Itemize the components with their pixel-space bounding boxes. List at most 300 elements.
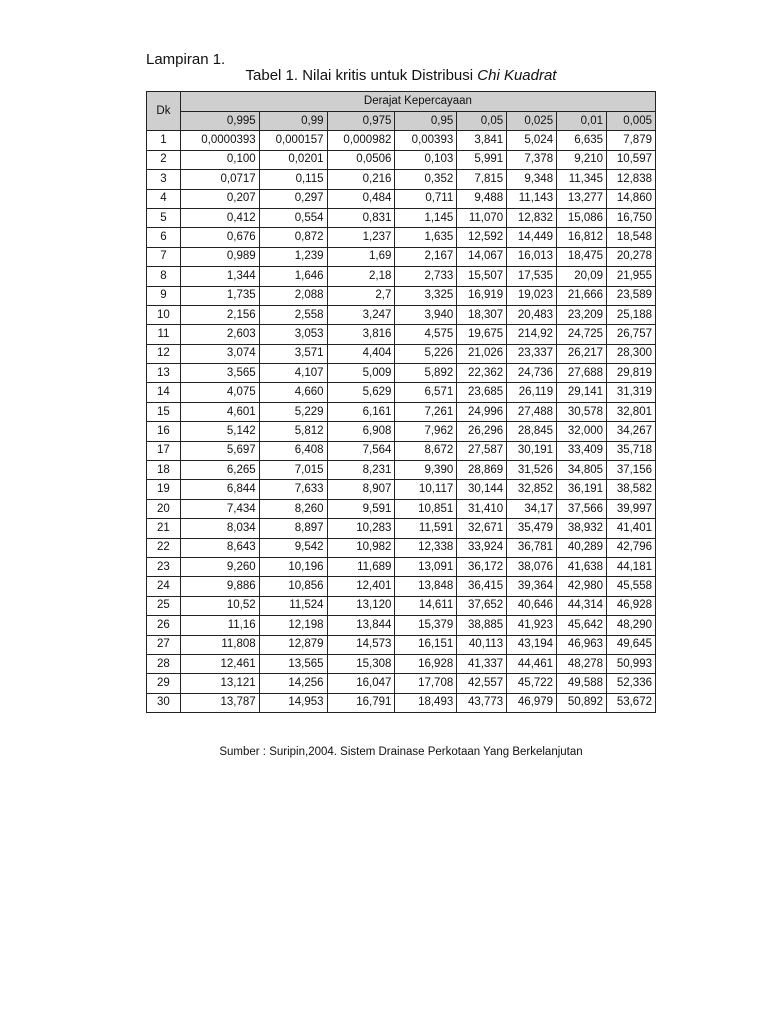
value-cell: 7,015 [259, 461, 327, 480]
value-cell: 50,993 [607, 654, 656, 673]
table-row [147, 286, 656, 305]
value-cell: 0,352 [395, 170, 457, 189]
table-row [147, 693, 656, 712]
value-cell: 1,646 [259, 267, 327, 286]
value-cell: 11,345 [557, 170, 607, 189]
table-row [147, 441, 656, 460]
value-cell: 14,067 [457, 247, 507, 266]
value-cell: 50,892 [557, 693, 607, 712]
value-cell: 27,688 [557, 364, 607, 383]
value-cell: 23,337 [507, 344, 557, 363]
value-cell: 16,047 [327, 674, 395, 693]
value-cell: 12,401 [327, 577, 395, 596]
dk-cell: 7 [147, 247, 181, 266]
value-cell: 7,815 [457, 170, 507, 189]
value-cell: 37,156 [607, 461, 656, 480]
value-cell: 20,483 [507, 305, 557, 324]
value-cell: 2,167 [395, 247, 457, 266]
value-cell: 0,0000393 [180, 131, 259, 150]
source-note: Sumber : Suripin,2004. Sistem Drainase Perkotaan Yang Berkelanjutan [219, 746, 583, 758]
value-cell: 9,591 [327, 499, 395, 518]
value-cell: 8,231 [327, 461, 395, 480]
value-cell: 2,156 [180, 305, 259, 324]
value-cell: 8,643 [180, 538, 259, 557]
value-cell: 10,196 [259, 557, 327, 576]
value-cell: 42,557 [457, 674, 507, 693]
value-cell: 11,16 [180, 616, 259, 635]
value-cell: 3,565 [180, 364, 259, 383]
table-row [147, 228, 656, 247]
value-cell: 4,575 [395, 325, 457, 344]
dk-cell: 25 [147, 596, 181, 615]
value-cell: 13,120 [327, 596, 395, 615]
value-cell: 0,872 [259, 228, 327, 247]
value-cell: 49,588 [557, 674, 607, 693]
value-cell: 24,725 [557, 325, 607, 344]
value-cell: 43,194 [507, 635, 557, 654]
value-cell: 13,848 [395, 577, 457, 596]
dk-cell: 9 [147, 286, 181, 305]
value-cell: 2,18 [327, 267, 395, 286]
value-cell: 2,733 [395, 267, 457, 286]
value-cell: 0,000982 [327, 131, 395, 150]
table-row [147, 383, 656, 402]
value-cell: 38,076 [507, 557, 557, 576]
value-cell: 14,611 [395, 596, 457, 615]
table-title [146, 67, 656, 84]
value-cell: 21,026 [457, 344, 507, 363]
value-cell: 14,256 [259, 674, 327, 693]
value-cell: 28,300 [607, 344, 656, 363]
value-cell: 16,750 [607, 208, 656, 227]
value-cell: 6,844 [180, 480, 259, 499]
dk-cell: 16 [147, 422, 181, 441]
dk-cell: 4 [147, 189, 181, 208]
value-cell: 36,415 [457, 577, 507, 596]
value-cell: 16,013 [507, 247, 557, 266]
value-cell: 0,831 [327, 208, 395, 227]
dk-cell: 22 [147, 538, 181, 557]
value-cell: 2,088 [259, 286, 327, 305]
value-cell: 11,143 [507, 189, 557, 208]
dk-header: Dk [147, 92, 181, 131]
value-cell: 0,103 [395, 150, 457, 169]
value-cell: 23,209 [557, 305, 607, 324]
column-header: 0,99 [259, 112, 327, 131]
value-cell: 13,787 [180, 693, 259, 712]
dk-cell: 28 [147, 654, 181, 673]
value-cell: 45,642 [557, 616, 607, 635]
value-cell: 8,897 [259, 519, 327, 538]
value-cell: 5,226 [395, 344, 457, 363]
column-header: 0,995 [180, 112, 259, 131]
value-cell: 40,646 [507, 596, 557, 615]
value-cell: 26,217 [557, 344, 607, 363]
value-cell: 44,181 [607, 557, 656, 576]
value-cell: 1,344 [180, 267, 259, 286]
value-cell: 11,808 [180, 635, 259, 654]
value-cell: 11,070 [457, 208, 507, 227]
value-cell: 32,671 [457, 519, 507, 538]
value-cell: 37,652 [457, 596, 507, 615]
dk-cell: 8 [147, 267, 181, 286]
value-cell: 0,412 [180, 208, 259, 227]
table-title-italic: Chi Kuadrat [477, 67, 557, 84]
table-row [147, 480, 656, 499]
table-row [147, 247, 656, 266]
value-cell: 0,989 [180, 247, 259, 266]
value-cell: 4,075 [180, 383, 259, 402]
value-cell: 10,856 [259, 577, 327, 596]
dk-cell: 17 [147, 441, 181, 460]
value-cell: 21,666 [557, 286, 607, 305]
dk-cell: 26 [147, 616, 181, 635]
value-cell: 13,277 [557, 189, 607, 208]
value-cell: 0,0717 [180, 170, 259, 189]
value-cell: 3,247 [327, 305, 395, 324]
value-cell: 46,979 [507, 693, 557, 712]
table-row [147, 150, 656, 169]
table-row [147, 577, 656, 596]
column-header-row [147, 112, 656, 131]
value-cell: 40,289 [557, 538, 607, 557]
value-cell: 3,074 [180, 344, 259, 363]
value-cell: 14,953 [259, 693, 327, 712]
table-row [147, 422, 656, 441]
value-cell: 23,589 [607, 286, 656, 305]
value-cell: 8,260 [259, 499, 327, 518]
value-cell: 8,907 [327, 480, 395, 499]
value-cell: 9,210 [557, 150, 607, 169]
value-cell: 4,601 [180, 402, 259, 421]
table-body [147, 131, 656, 713]
value-cell: 5,697 [180, 441, 259, 460]
value-cell: 42,980 [557, 577, 607, 596]
value-cell: 3,841 [457, 131, 507, 150]
value-cell: 53,672 [607, 693, 656, 712]
value-cell: 45,558 [607, 577, 656, 596]
value-cell: 5,812 [259, 422, 327, 441]
value-cell: 7,564 [327, 441, 395, 460]
value-cell: 26,757 [607, 325, 656, 344]
table-row [147, 189, 656, 208]
value-cell: 8,672 [395, 441, 457, 460]
value-cell: 6,571 [395, 383, 457, 402]
value-cell: 0,554 [259, 208, 327, 227]
value-cell: 0,0506 [327, 150, 395, 169]
dk-cell: 11 [147, 325, 181, 344]
value-cell: 46,928 [607, 596, 656, 615]
value-cell: 28,869 [457, 461, 507, 480]
value-cell: 2,603 [180, 325, 259, 344]
dk-cell: 12 [147, 344, 181, 363]
value-cell: 6,161 [327, 402, 395, 421]
table-row [147, 208, 656, 227]
value-cell: 25,188 [607, 305, 656, 324]
column-header: 0,01 [557, 112, 607, 131]
value-cell: 32,801 [607, 402, 656, 421]
value-cell: 48,290 [607, 616, 656, 635]
value-cell: 37,566 [557, 499, 607, 518]
dk-cell: 30 [147, 693, 181, 712]
value-cell: 10,283 [327, 519, 395, 538]
table-row [147, 674, 656, 693]
column-header: 0,95 [395, 112, 457, 131]
value-cell: 11,591 [395, 519, 457, 538]
table-row [147, 538, 656, 557]
dk-cell: 5 [147, 208, 181, 227]
dk-cell: 13 [147, 364, 181, 383]
value-cell: 45,722 [507, 674, 557, 693]
value-cell: 1,145 [395, 208, 457, 227]
value-cell: 31,526 [507, 461, 557, 480]
group-header-row [147, 92, 656, 112]
value-cell: 8,034 [180, 519, 259, 538]
dk-cell: 3 [147, 170, 181, 189]
value-cell: 28,845 [507, 422, 557, 441]
value-cell: 14,860 [607, 189, 656, 208]
dk-cell: 10 [147, 305, 181, 324]
value-cell: 5,991 [457, 150, 507, 169]
value-cell: 9,348 [507, 170, 557, 189]
dk-cell: 21 [147, 519, 181, 538]
value-cell: 44,461 [507, 654, 557, 673]
value-cell: 41,923 [507, 616, 557, 635]
value-cell: 4,107 [259, 364, 327, 383]
value-cell: 2,7 [327, 286, 395, 305]
table-row [147, 325, 656, 344]
value-cell: 10,117 [395, 480, 457, 499]
value-cell: 12,838 [607, 170, 656, 189]
table-row [147, 596, 656, 615]
value-cell: 12,461 [180, 654, 259, 673]
value-cell: 39,997 [607, 499, 656, 518]
value-cell: 41,401 [607, 519, 656, 538]
value-cell: 5,629 [327, 383, 395, 402]
value-cell: 11,689 [327, 557, 395, 576]
dk-cell: 18 [147, 461, 181, 480]
value-cell: 3,325 [395, 286, 457, 305]
dk-cell: 24 [147, 577, 181, 596]
table-row [147, 131, 656, 150]
value-cell: 16,151 [395, 635, 457, 654]
table-row [147, 519, 656, 538]
value-cell: 5,892 [395, 364, 457, 383]
value-cell: 7,633 [259, 480, 327, 499]
value-cell: 16,919 [457, 286, 507, 305]
value-cell: 26,119 [507, 383, 557, 402]
dk-cell: 6 [147, 228, 181, 247]
value-cell: 41,337 [457, 654, 507, 673]
value-cell: 18,493 [395, 693, 457, 712]
value-cell: 5,229 [259, 402, 327, 421]
dk-cell: 14 [147, 383, 181, 402]
appendix-label: Lampiran 1. [146, 51, 226, 68]
value-cell: 38,932 [557, 519, 607, 538]
value-cell: 0,676 [180, 228, 259, 247]
value-cell: 0,484 [327, 189, 395, 208]
value-cell: 40,113 [457, 635, 507, 654]
value-cell: 7,378 [507, 150, 557, 169]
value-cell: 6,265 [180, 461, 259, 480]
value-cell: 10,597 [607, 150, 656, 169]
value-cell: 44,314 [557, 596, 607, 615]
value-cell: 4,660 [259, 383, 327, 402]
value-cell: 19,023 [507, 286, 557, 305]
value-cell: 18,548 [607, 228, 656, 247]
dk-cell: 1 [147, 131, 181, 150]
table-row [147, 635, 656, 654]
value-cell: 35,718 [607, 441, 656, 460]
value-cell: 43,773 [457, 693, 507, 712]
column-header: 0,975 [327, 112, 395, 131]
value-cell: 20,278 [607, 247, 656, 266]
value-cell: 5,024 [507, 131, 557, 150]
value-cell: 13,844 [327, 616, 395, 635]
value-cell: 31,319 [607, 383, 656, 402]
value-cell: 7,879 [607, 131, 656, 150]
column-header: 0,005 [607, 112, 656, 131]
value-cell: 1,69 [327, 247, 395, 266]
value-cell: 12,832 [507, 208, 557, 227]
value-cell: 14,573 [327, 635, 395, 654]
value-cell: 29,819 [607, 364, 656, 383]
table-row [147, 557, 656, 576]
value-cell: 36,172 [457, 557, 507, 576]
value-cell: 9,542 [259, 538, 327, 557]
value-cell: 32,000 [557, 422, 607, 441]
value-cell: 39,364 [507, 577, 557, 596]
value-cell: 5,009 [327, 364, 395, 383]
value-cell: 18,475 [557, 247, 607, 266]
value-cell: 18,307 [457, 305, 507, 324]
value-cell: 30,578 [557, 402, 607, 421]
value-cell: 29,141 [557, 383, 607, 402]
value-cell: 23,685 [457, 383, 507, 402]
value-cell: 30,191 [507, 441, 557, 460]
value-cell: 1,735 [180, 286, 259, 305]
value-cell: 0,115 [259, 170, 327, 189]
value-cell: 17,708 [395, 674, 457, 693]
value-cell: 3,571 [259, 344, 327, 363]
value-cell: 31,410 [457, 499, 507, 518]
value-cell: 41,638 [557, 557, 607, 576]
value-cell: 16,791 [327, 693, 395, 712]
value-cell: 14,449 [507, 228, 557, 247]
value-cell: 16,812 [557, 228, 607, 247]
value-cell: 15,507 [457, 267, 507, 286]
value-cell: 214,92 [507, 325, 557, 344]
value-cell: 0,711 [395, 189, 457, 208]
table-row [147, 499, 656, 518]
value-cell: 24,996 [457, 402, 507, 421]
value-cell: 10,851 [395, 499, 457, 518]
value-cell: 9,886 [180, 577, 259, 596]
value-cell: 11,524 [259, 596, 327, 615]
dk-cell: 19 [147, 480, 181, 499]
value-cell: 6,908 [327, 422, 395, 441]
confidence-group-header: Derajat Kepercayaan [180, 92, 655, 112]
value-cell: 3,816 [327, 325, 395, 344]
value-cell: 42,796 [607, 538, 656, 557]
value-cell: 13,091 [395, 557, 457, 576]
value-cell: 24,736 [507, 364, 557, 383]
value-cell: 12,879 [259, 635, 327, 654]
value-cell: 0,0201 [259, 150, 327, 169]
value-cell: 7,261 [395, 402, 457, 421]
value-cell: 3,053 [259, 325, 327, 344]
value-cell: 0,000157 [259, 131, 327, 150]
table-row [147, 170, 656, 189]
table-row [147, 402, 656, 421]
column-header: 0,05 [457, 112, 507, 131]
value-cell: 0,00393 [395, 131, 457, 150]
value-cell: 26,296 [457, 422, 507, 441]
value-cell: 3,940 [395, 305, 457, 324]
value-cell: 10,52 [180, 596, 259, 615]
value-cell: 13,121 [180, 674, 259, 693]
value-cell: 17,535 [507, 267, 557, 286]
value-cell: 5,142 [180, 422, 259, 441]
table-header [147, 92, 656, 131]
value-cell: 27,587 [457, 441, 507, 460]
value-cell: 34,267 [607, 422, 656, 441]
value-cell: 33,409 [557, 441, 607, 460]
table-row [147, 616, 656, 635]
table-row [147, 461, 656, 480]
value-cell: 35,479 [507, 519, 557, 538]
value-cell: 9,488 [457, 189, 507, 208]
value-cell: 15,086 [557, 208, 607, 227]
table-row [147, 364, 656, 383]
value-cell: 19,675 [457, 325, 507, 344]
value-cell: 27,488 [507, 402, 557, 421]
value-cell: 15,308 [327, 654, 395, 673]
value-cell: 4,404 [327, 344, 395, 363]
value-cell: 49,645 [607, 635, 656, 654]
value-cell: 36,781 [507, 538, 557, 557]
value-cell: 15,379 [395, 616, 457, 635]
value-cell: 6,635 [557, 131, 607, 150]
value-cell: 22,362 [457, 364, 507, 383]
value-cell: 38,582 [607, 480, 656, 499]
value-cell: 7,434 [180, 499, 259, 518]
dk-cell: 29 [147, 674, 181, 693]
value-cell: 9,260 [180, 557, 259, 576]
value-cell: 1,237 [327, 228, 395, 247]
column-header: 0,025 [507, 112, 557, 131]
value-cell: 10,982 [327, 538, 395, 557]
value-cell: 12,338 [395, 538, 457, 557]
value-cell: 52,336 [607, 674, 656, 693]
value-cell: 7,962 [395, 422, 457, 441]
value-cell: 6,408 [259, 441, 327, 460]
value-cell: 0,207 [180, 189, 259, 208]
dk-cell: 20 [147, 499, 181, 518]
value-cell: 0,100 [180, 150, 259, 169]
value-cell: 12,592 [457, 228, 507, 247]
table-row [147, 654, 656, 673]
chi-square-table [146, 91, 656, 713]
dk-cell: 27 [147, 635, 181, 654]
table-row [147, 344, 656, 363]
value-cell: 38,885 [457, 616, 507, 635]
value-cell: 21,955 [607, 267, 656, 286]
value-cell: 1,239 [259, 247, 327, 266]
value-cell: 48,278 [557, 654, 607, 673]
value-cell: 9,390 [395, 461, 457, 480]
value-cell: 34,805 [557, 461, 607, 480]
